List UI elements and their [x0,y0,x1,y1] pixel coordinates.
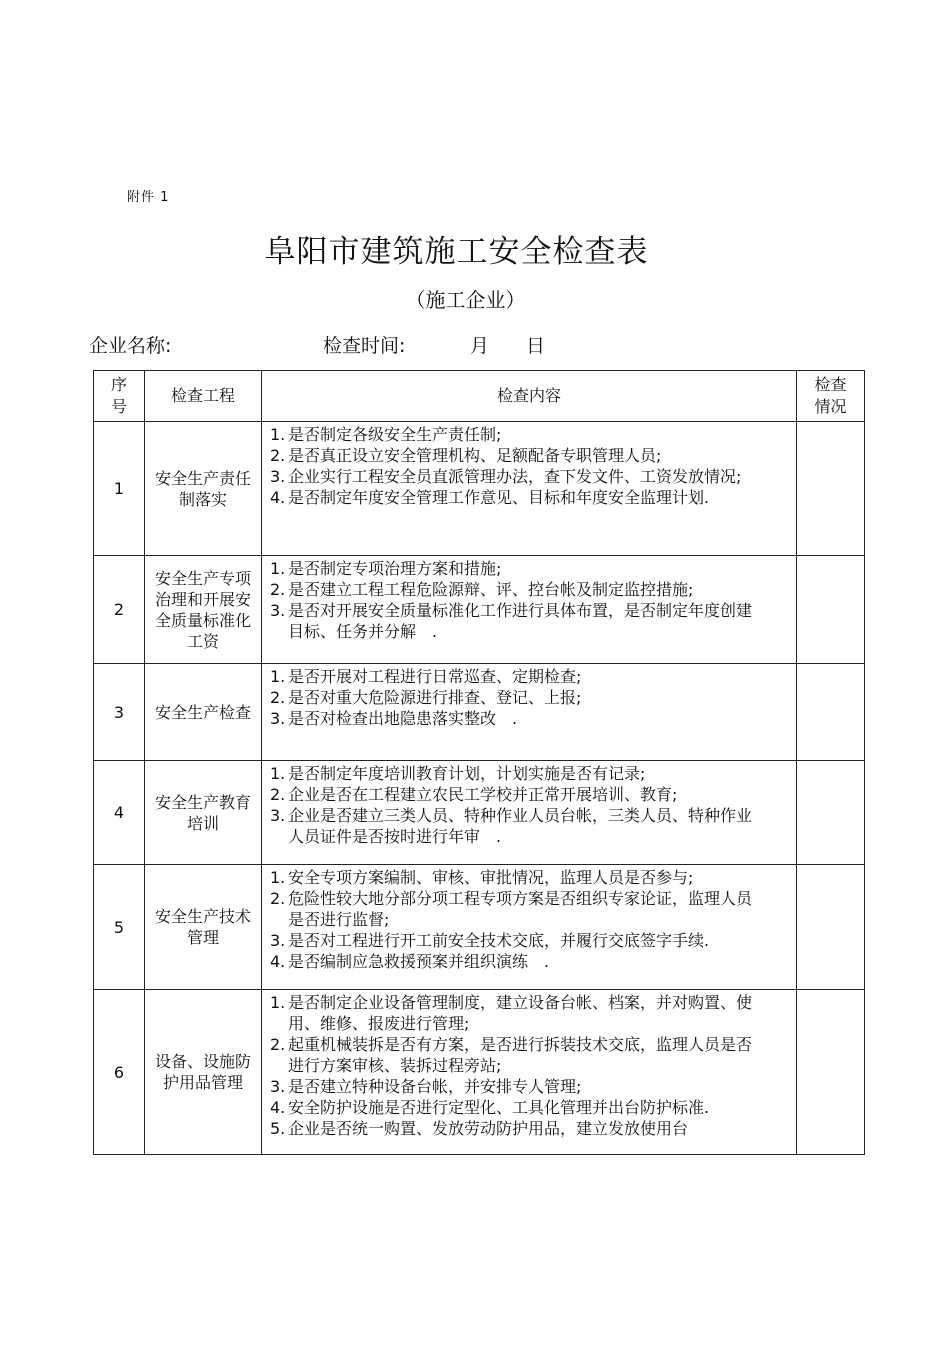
content-item [270,1118,756,1139]
header-index: 序号 [94,371,145,422]
row-status[interactable] [797,664,865,761]
content-item [270,805,756,847]
row-index: 4 [94,761,145,865]
content-item [270,1076,756,1097]
content-item-text: 是否建立工程工程危险源辩、评、控台帐及制定监控措施; [288,580,694,599]
content-item [270,487,756,508]
content-item-number: 1. [270,425,286,444]
content-item [270,867,756,888]
content-item-number: 4. [270,1098,286,1117]
content-item-text: 是否制定各级安全生产责任制; [288,425,502,444]
content-item-text: 是否编制应急救援预案并组织演练 . [288,952,550,971]
content-item-number: 1. [270,667,286,686]
content-item-text: 起重机械装拆是否有方案，是否进行拆装技术交底，监理人员是否进行方案审核、装拆过程旁站; [288,1035,753,1075]
row-project: 安全生产教育培训 [145,761,262,865]
content-item [270,992,756,1034]
content-item [270,951,756,972]
row-content [262,422,797,556]
content-item-number: 5. [270,1119,286,1138]
content-item [270,763,756,784]
content-item-number: 4. [270,488,286,507]
content-item-number: 3. [270,1077,286,1096]
content-item-number: 4. [270,952,286,971]
content-item-number: 1. [270,559,286,578]
row-index: 1 [94,422,145,556]
row-status[interactable] [797,865,865,990]
content-item-number: 3. [270,806,286,825]
table-row [94,990,865,1155]
day-label: 日 [526,335,546,357]
content-item-number: 1. [270,764,286,783]
content-item [270,930,756,951]
row-index: 3 [94,664,145,761]
row-content [262,761,797,865]
attachment-label: 附件 1 [127,190,170,205]
content-item-text: 企业是否统一购置、发放劳动防护用品，建立发放使用台 [288,1119,689,1138]
row-status[interactable] [797,422,865,556]
content-item-number: 3. [270,709,286,728]
content-item [270,708,756,729]
content-item-number: 3. [270,931,286,950]
content-item-text: 是否制定专项治理方案和措施; [288,559,502,578]
row-status[interactable] [797,556,865,664]
row-index: 2 [94,556,145,664]
table-row [94,664,865,761]
content-item [270,558,756,579]
content-item [270,687,756,708]
content-item-text: 是否真正设立安全管理机构、足额配备专职管理人员; [288,446,662,465]
content-item-text: 是否对重大危险源进行排查、登记、上报; [288,688,582,707]
content-item [270,445,756,466]
content-item [270,1034,756,1076]
row-content [262,865,797,990]
page-title: 阜阳市建筑施工安全检查表 [264,234,649,270]
content-item-text: 企业是否建立三类人员、特种作业人员台帐，三类人员、特种作业人员证件是否按时进行年审 . [288,806,753,846]
content-item-number: 2. [270,889,286,908]
content-item-number: 3. [270,601,286,620]
content-item-text: 危险性较大地分部分项工程专项方案是否组织专家论证，监理人员是否进行监督; [288,889,753,929]
content-item [270,600,756,642]
content-item-text: 安全专项方案编制、审核、审批情况，监理人员是否参与; [288,868,694,887]
content-item-text: 安全防护设施是否进行定型化、工具化管理并出台防护标准. [288,1098,710,1117]
content-item-number: 2. [270,580,286,599]
content-item-text: 是否对检查出地隐患落实整改 . [288,709,518,728]
row-content [262,556,797,664]
content-item-text: 是否制定年度安全管理工作意见、目标和年度安全监理计划. [288,488,710,507]
row-status[interactable] [797,990,865,1155]
content-item [270,1097,756,1118]
header-status: 检查情况 [797,371,865,422]
content-item-text: 是否建立特种设备台帐，并安排专人管理; [288,1077,582,1096]
content-item [270,579,756,600]
content-item-text: 是否制定年度培训教育计划，计划实施是否有记录; [288,764,646,783]
content-item-text: 是否对开展安全质量标准化工作进行具体布置，是否制定年度创建目标、任务并分解 . [288,601,753,641]
content-item-text: 是否对工程进行开工前安全技术交底，并履行交底签字手续. [288,931,710,950]
table-row [94,422,865,556]
header-project: 检查工程 [145,371,262,422]
content-item [270,666,756,687]
content-item-text: 企业是否在工程建立农民工学校并正常开展培训、教育; [288,785,678,804]
header-content: 检查内容 [262,371,797,422]
table-row [94,556,865,664]
content-item-number: 1. [270,993,286,1012]
content-item-number: 2. [270,785,286,804]
table-row [94,865,865,990]
content-item [270,466,756,487]
table-header-row [94,371,865,422]
row-project: 安全生产检查 [145,664,262,761]
row-content [262,664,797,761]
content-item [270,424,756,445]
content-item-number: 2. [270,446,286,465]
content-item-number: 1. [270,868,286,887]
content-item [270,888,756,930]
content-item-text: 是否开展对工程进行日常巡查、定期检查; [288,667,582,686]
page-subtitle: （施工企业） [405,288,526,312]
content-item [270,784,756,805]
row-index: 5 [94,865,145,990]
row-index: 6 [94,990,145,1155]
check-time-label: 检查时间: [323,335,406,357]
row-project: 安全生产专项治理和开展安全质量标准化工资 [145,556,262,664]
content-item-number: 3. [270,467,286,486]
content-item-number: 2. [270,688,286,707]
content-item-text: 是否制定企业设备管理制度，建立设备台帐、档案，并对购置、使用、维修、报废进行管理; [288,993,753,1033]
row-project: 安全生产责任制落实 [145,422,262,556]
row-project: 安全生产技术管理 [145,865,262,990]
row-status[interactable] [797,761,865,865]
table-row [94,761,865,865]
inspection-table [93,370,865,1155]
content-item-number: 2. [270,1035,286,1054]
content-item-text: 企业实行工程安全员直派管理办法，查下发文件、工资发放情况; [288,467,742,486]
row-project: 设备、设施防护用品管理 [145,990,262,1155]
company-name-label: 企业名称: [89,335,172,357]
month-label: 月 [470,335,490,357]
row-content [262,990,797,1155]
